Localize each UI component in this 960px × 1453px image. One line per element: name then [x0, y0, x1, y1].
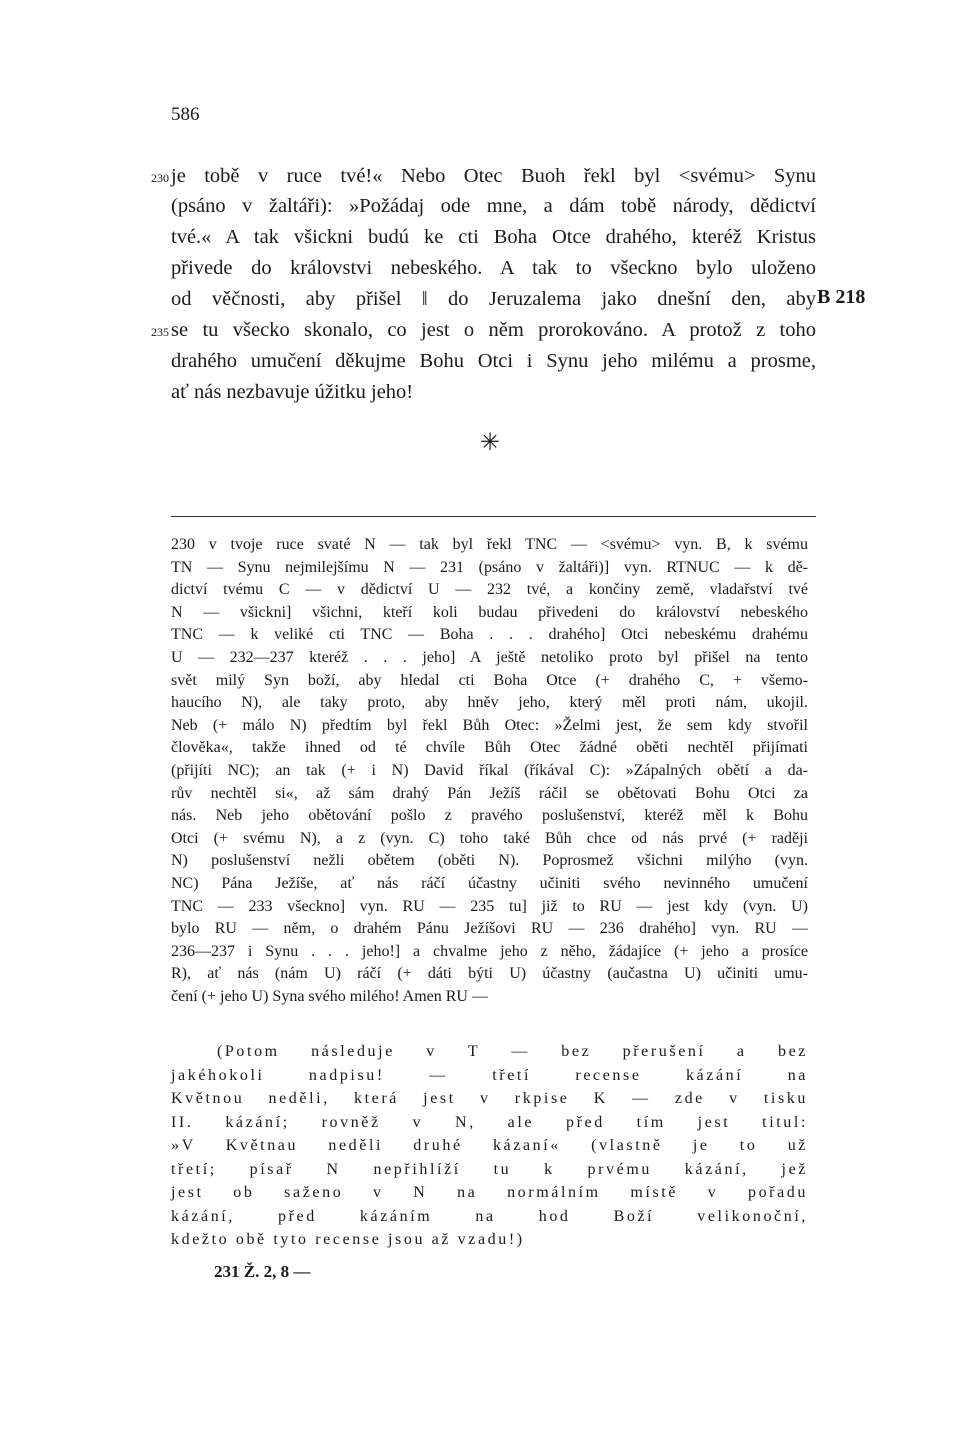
line-text: drahého umučení děkujme Bohu Otci i Synu jeho milému a prosme, — [171, 350, 816, 372]
editorial-line: kázání, před kázáním na hod Boží velikonoční, — [171, 1207, 808, 1225]
page-number: 586 — [171, 104, 200, 125]
note-line: čení (+ jeho U) Syna svého milého! Amen RU — — [171, 988, 488, 1005]
main-line — [151, 316, 816, 344]
note-line: bylo RU — něm, o drahém Pánu Ježíšovi RU — 236 drahého] vyn. RU — — [171, 920, 808, 938]
editorial-line: II. kázání; rovněž v N, ale před tím jest titul: — [171, 1113, 808, 1131]
main-line — [151, 162, 816, 190]
note-line: N) poslušenství nežli obětem (oběti N). Poprosmež všichni milýho (vyn. — [171, 852, 808, 870]
line-text: ať nás nezbavuje úžitku jeho! — [171, 381, 414, 403]
editorial-line: (Potom následuje v T — bez přerušení a bez — [217, 1043, 808, 1060]
note-line: TNC — 233 všeckno] vyn. RU — 235 tu] již to RU — jest kdy (vyn. U) — [171, 897, 808, 915]
line-text: tvé.« A tak všickni budú ke cti Boha Otce drahého, kteréž Kristus — [171, 226, 816, 248]
note-line: svět milý Syn boží, aby hledal cti Boha Otce (+ drahého C, + všemo- — [171, 671, 808, 689]
footnote-rule — [171, 516, 816, 517]
main-line — [171, 223, 816, 251]
note-line: 236—237 i Synu . . . jeho!] a chvalme jeho z něho, žádajíce (+ jeho a prosíce — [171, 942, 808, 960]
note-line: TNC — k veliké cti TNC — Boha . . . drahého] Otci nebeskému drahému — [171, 626, 808, 644]
note-line: TN — Synu nejmilejšímu N — 231 (psáno v žaltáři)] vyn. RTNUC — k dě- — [171, 558, 808, 576]
asterisk-separator: ✳ — [480, 430, 501, 456]
line-text: od věčnosti, aby přišel ‖ do Jeruzalema jako dnešní den, aby — [171, 288, 816, 310]
line-number: 235 — [151, 325, 169, 339]
main-line — [171, 347, 816, 375]
margin-reference: B 218 — [817, 286, 866, 308]
main-line — [171, 192, 816, 220]
note-line: (přijíti NC); an tak (+ i N) David říkal (říkával C): »Zápalných obětí a da- — [171, 762, 808, 779]
editorial-line: jakéhokoli nadpisu! — třetí recense kázání na — [171, 1066, 808, 1084]
note-line: U — 232—237 kteréž . . . jeho] A ještě netoliko proto byl přišel na tento — [171, 649, 808, 666]
note-line: 230 v tvoje ruce svaté N — tak byl řekl TNC — <svému> vyn. B, k svému — [171, 536, 808, 553]
note-line: NC) Pána Ježíše, ať nás ráčí účastny učiniti svého nevinného umučení — [171, 875, 808, 892]
note-line: N — všickni] všichni, kteří koli budau přivedeni do království nebeského — [171, 603, 808, 621]
note-line: R), ať nás (nám U) ráčí (+ dáti býti U) účastny (aučastna U) učiniti umu- — [171, 965, 808, 983]
note-line: nás. Neb jeho obětování pošlo z pravého poslušenství, kteréž měl k Bohu — [171, 807, 808, 825]
editorial-line: třetí; písař N nepřihlíží tu k prvému kázání, jež — [171, 1160, 808, 1178]
editorial-line: jest ob saženo v N na normálním místě v pořadu — [171, 1184, 808, 1201]
note-line: Neb (+ málo N) předtím byl řekl Bůh Otec: »Želmi jest, že sem kdy stvořil — [171, 716, 808, 734]
editorial-line: »V Květnau neděli druhé kázaní« (vlastně je to už — [171, 1137, 808, 1154]
editorial-line: kdežto obě tyto recense jsou až vzadu!) — [171, 1231, 525, 1248]
main-line — [171, 378, 501, 406]
line-text: (psáno v žaltáři): »Požádaj ode mne, a dám tobě národy, dědictví — [171, 195, 816, 217]
main-line — [171, 254, 816, 282]
footer-reference: 231 Ž. 2, 8 — — [214, 1262, 311, 1281]
note-line: rův nechtěl si«, až sám drahý Pán Ježíš ráčil se obětovati Bohu Otci za — [171, 784, 808, 802]
line-text: přivede do královstvi nebeského. A tak to všeckno bylo uloženo — [171, 257, 816, 279]
editorial-line: Květnou neděli, která jest v rkpise K — zde v tisku — [171, 1090, 808, 1107]
line-text: se tu všecko skonalo, co jest o něm prorokováno. A protož z toho — [171, 319, 816, 341]
note-line: Otci (+ svému N), a z (vyn. C) toho také Bůh chce od nás prvé (+ raději — [171, 829, 808, 847]
note-line: haucího N), ale taky proto, aby hněv jeho, který měl proti nám, ukojil. — [171, 694, 808, 712]
line-text: je tobě v ruce tvé!« Nebo Otec Buoh řekl byl <svému> Synu — [171, 165, 816, 187]
main-line — [171, 285, 816, 313]
line-number: 230 — [151, 171, 169, 185]
note-line: člověka«, takže ihned od té chvíle Bůh Otec žádné oběti nechtěl přijímati — [171, 739, 808, 757]
note-line: dictví tvému C — v dědictví U — 232 tvé, a končiny země, vladařství tvé — [171, 581, 808, 599]
